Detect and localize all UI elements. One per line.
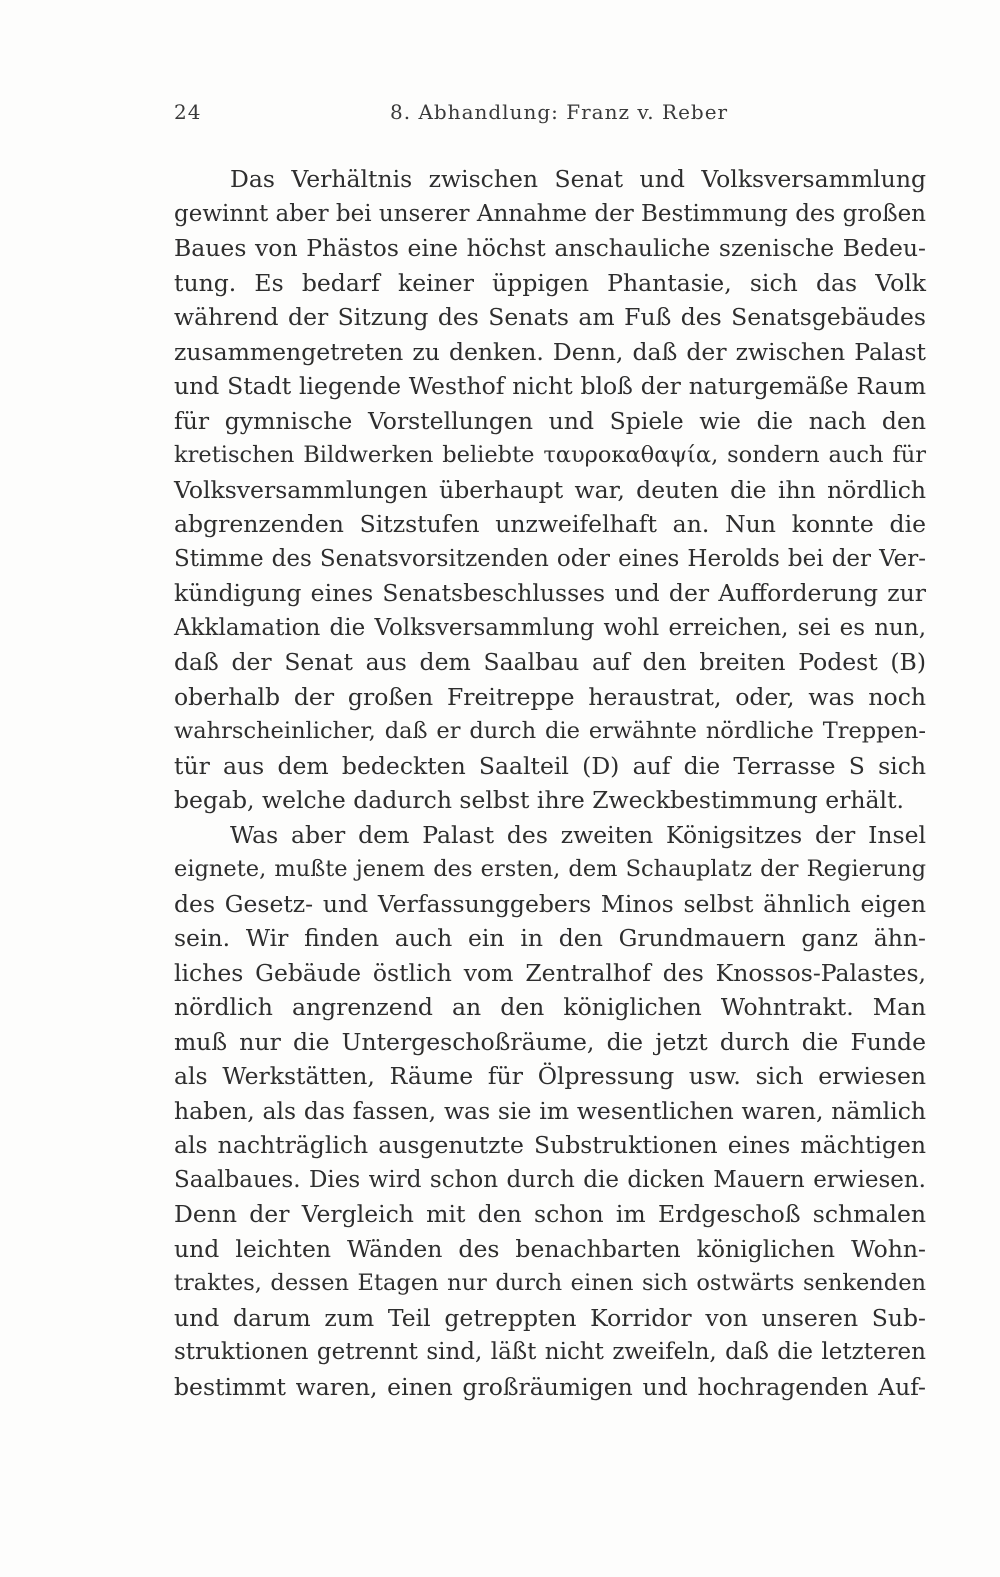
text-line: Stimme des Senatsvorsitzenden oder eines Herolds bei der Ver- <box>174 545 926 572</box>
text-line: traktes, dessen Etagen nur durch einen sich ostwärts senkenden <box>174 1270 926 1296</box>
text-line: und leichten Wänden des benachbarten königlichen Wohn- <box>174 1234 926 1263</box>
page-header <box>174 100 926 134</box>
text-line: zusammengetreten zu denken. Denn, daß der zwischen Palast <box>174 337 926 366</box>
text-line: tür aus dem bedeckten Saalteil (D) auf die Terrasse S sich <box>174 751 926 780</box>
text-line: sein. Wir finden auch ein in den Grundmauern ganz ähn- <box>174 924 926 952</box>
text-line: Baues von Phästos eine höchst anschauliche szenische Bedeu- <box>174 234 926 262</box>
text-line: begab, welche dadurch selbst ihre Zweckbestimmung erhält. <box>174 786 904 814</box>
text-line: abgrenzenden Sitzstufen unzweifelhaft an. Nun konnte die <box>174 510 926 538</box>
body-text <box>174 162 926 1404</box>
text-line: liches Gebäude östlich vom Zentralhof des Knossos-Palastes, <box>174 958 926 987</box>
text-line: als nachträglich ausgenutzte Substruktionen eines mächtigen <box>174 1131 926 1159</box>
running-head: 8. Abhandlung: Franz v. Reber <box>390 100 729 124</box>
text-line: und Stadt liegende Westhof nicht bloß der naturgemäße Raum <box>174 372 926 400</box>
text-line: bestimmt waren, einen großräumigen und hochragenden Auf- <box>174 1372 926 1401</box>
text-line: kündigung eines Senatsbeschlusses und der Aufforderung zur <box>174 579 926 607</box>
text-line: muß nur die Untergeschoßräume, die jetzt durch die Funde <box>174 1027 926 1056</box>
text-line: haben, als das fassen, was sie im wesentlichen waren, nämlich <box>174 1096 926 1125</box>
text-line: Das Verhältnis zwischen Senat und Volksversammlung <box>230 165 926 193</box>
text-line: des Gesetz- und Verfassunggebers Minos selbst ähnlich eigen <box>174 889 926 918</box>
text-line: wahrscheinlicher, daß er durch die erwähnte nördliche Treppen- <box>174 718 926 744</box>
text-line: während der Sitzung des Senats am Fuß des Senatsgebäudes <box>174 303 926 331</box>
text-line: gewinnt aber bei unserer Annahme der Bestimmung des großen <box>174 200 926 227</box>
text-line: Was aber dem Palast des zweiten Königsitzes der Insel <box>230 820 926 849</box>
text-line: kretischen Bildwerken beliebte ταυροκαθαψία, sondern auch für <box>174 442 926 468</box>
text-line: Volksversammlungen überhaupt war, deuten die ihn nördlich <box>174 475 926 504</box>
text-line: Saalbaues. Dies wird schon durch die dicken Mauern erwiesen. <box>174 1166 926 1193</box>
text-line: nördlich angrenzend an den königlichen Wohntrakt. Man <box>174 993 926 1021</box>
text-line: und darum zum Teil getreppten Korridor von unseren Sub- <box>174 1303 926 1332</box>
text-line: Akklamation die Volksversammlung wohl erreichen, sei es nun, <box>174 614 926 641</box>
text-line: tung. Es bedarf keiner üppigen Phantasie, sich das Volk <box>174 268 926 297</box>
text-line: daß der Senat aus dem Saalbau auf den breiten Podest (B) <box>174 648 926 676</box>
page-number: 24 <box>174 100 202 124</box>
text-line: eignete, mußte jenem des ersten, dem Schauplatz der Regierung <box>174 856 926 882</box>
text-line: für gymnische Vorstellungen und Spiele wie die nach den <box>174 406 926 435</box>
text-line: Denn der Vergleich mit den schon im Erdgeschoß schmalen <box>174 1200 926 1228</box>
text-line: struktionen getrennt sind, läßt nicht zweifeln, daß die letzteren <box>174 1339 926 1365</box>
text-line: oberhalb der großen Freitreppe heraustrat, oder, was noch <box>174 682 926 711</box>
text-line: als Werkstätten, Räume für Ölpressung usw. sich erwiesen <box>174 1062 926 1090</box>
